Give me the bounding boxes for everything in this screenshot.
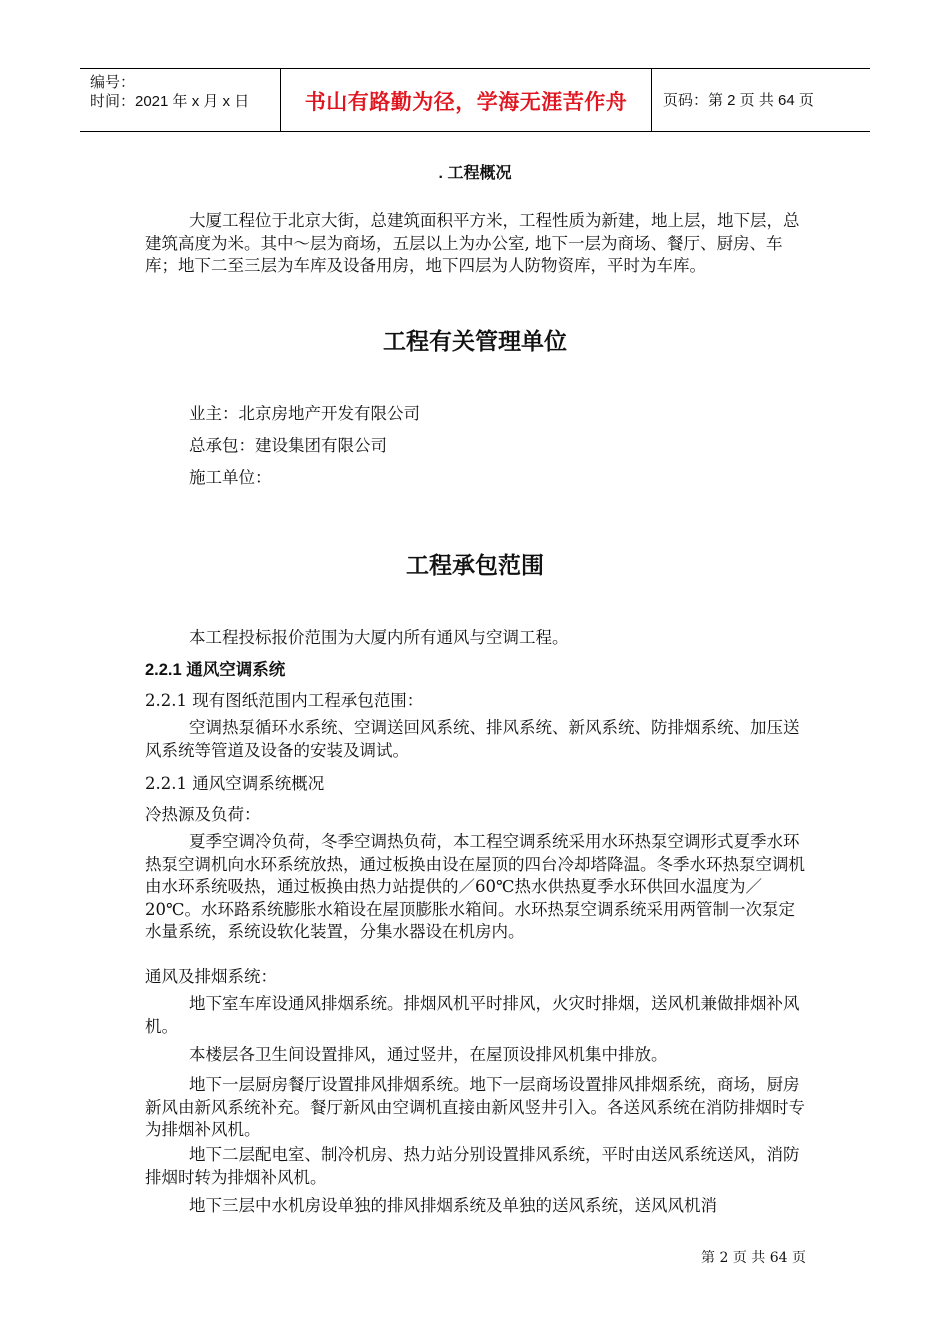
overview-paragraph: 大厦工程位于北京大街，总建筑面积平方米，工程性质为新建，地上层，地下层，总建筑高度为米。其中～层为商场，五层以上为办公室, 地下一层为商场、餐厅、厨房、车库；地下二至三层为车库及设备用房，地下四层为人防物资库，平时为车库。 [145,211,800,275]
vent-paragraph-5: 地下三层中水机房设单独的排风排烟系统及单独的送风系统，送风风机消 [189,1196,717,1215]
scope-overview-line: 2.2.1 通风空调系统概况 [145,774,325,793]
document-date-label: 时间：2021 年 x 月 x 日 [90,93,250,110]
overview-title: . 工程概况 [438,165,512,182]
scope-subheading: 2.2.1 通风空调系统 [145,661,286,679]
builder-line: 施工单位： [189,468,272,487]
vent-paragraph-3: 地下一层厨房餐厅设置排风排烟系统。地下一层商场设置排风排烟系统，商场，厨房新风由新风系统补充。餐厅新风由空调机直接由新风竖井引入。各送风系统在消防排烟时专为排烟补风机。 [145,1075,805,1139]
contractor-line: 总承包：建设集团有限公司 [189,436,387,455]
scope-title: 工程承包范围 [406,552,544,578]
header-meta-cell [80,69,280,131]
header-motto: 书山有路勤为径，学海无涯苦作舟 [304,91,628,114]
vent-paragraph-1: 地下室车库设通风排烟系统。排烟风机平时排风，火灾时排烟，送风机兼做排烟补风机。 [145,994,800,1036]
load-heading: 冷热源及负荷： [145,805,261,824]
header-page-cell [651,69,870,131]
vent-paragraph-2: 本楼层各卫生间设置排风，通过竖井，在屋顶设排风机集中排放。 [189,1045,668,1064]
header-motto-cell [280,69,652,131]
header-page-number: 页码：第 2 页 共 64 页 [663,92,814,109]
document-number-label: 编号： [90,74,136,91]
page-header [80,68,870,132]
vent-heading: 通风及排烟系统： [145,967,277,986]
scope-range-paragraph: 空调热泵循环水系统、空调送回风系统、排风系统、新风系统、防排烟系统、加压送风系统等管道及设备的安装及调试。 [145,718,800,760]
load-paragraph: 夏季空调冷负荷，冬季空调热负荷，本工程空调系统采用水环热泵空调形式夏季水环热泵空调机向水环系统放热，通过板换由设在屋顶的四台冷却塔降温。冬季水环热泵空调机由水环系统吸热，通过板换由热力站提供的／60℃热水供热夏季水环供回水温度为／20℃。水环路系统膨胀水箱设在屋顶膨胀水箱间。水环热泵空调系统采用两管制一次泵定水量系统，系统设软化装置，分集水器设在机房内。 [145,832,805,941]
vent-paragraph-4: 地下二层配电室、制冷机房、热力站分别设置排风系统，平时由送风系统送风，消防排烟时转为排烟补风机。 [145,1145,800,1187]
owner-line: 业主：北京房地产开发有限公司 [189,404,420,423]
scope-intro: 本工程投标报价范围为大厦内所有通风与空调工程。 [189,628,569,647]
scope-range-line: 2.2.1 现有图纸范围内工程承包范围： [145,691,424,710]
management-title: 工程有关管理单位 [383,328,567,354]
footer-page-number: 第 2 页 共 64 页 [701,1250,806,1266]
